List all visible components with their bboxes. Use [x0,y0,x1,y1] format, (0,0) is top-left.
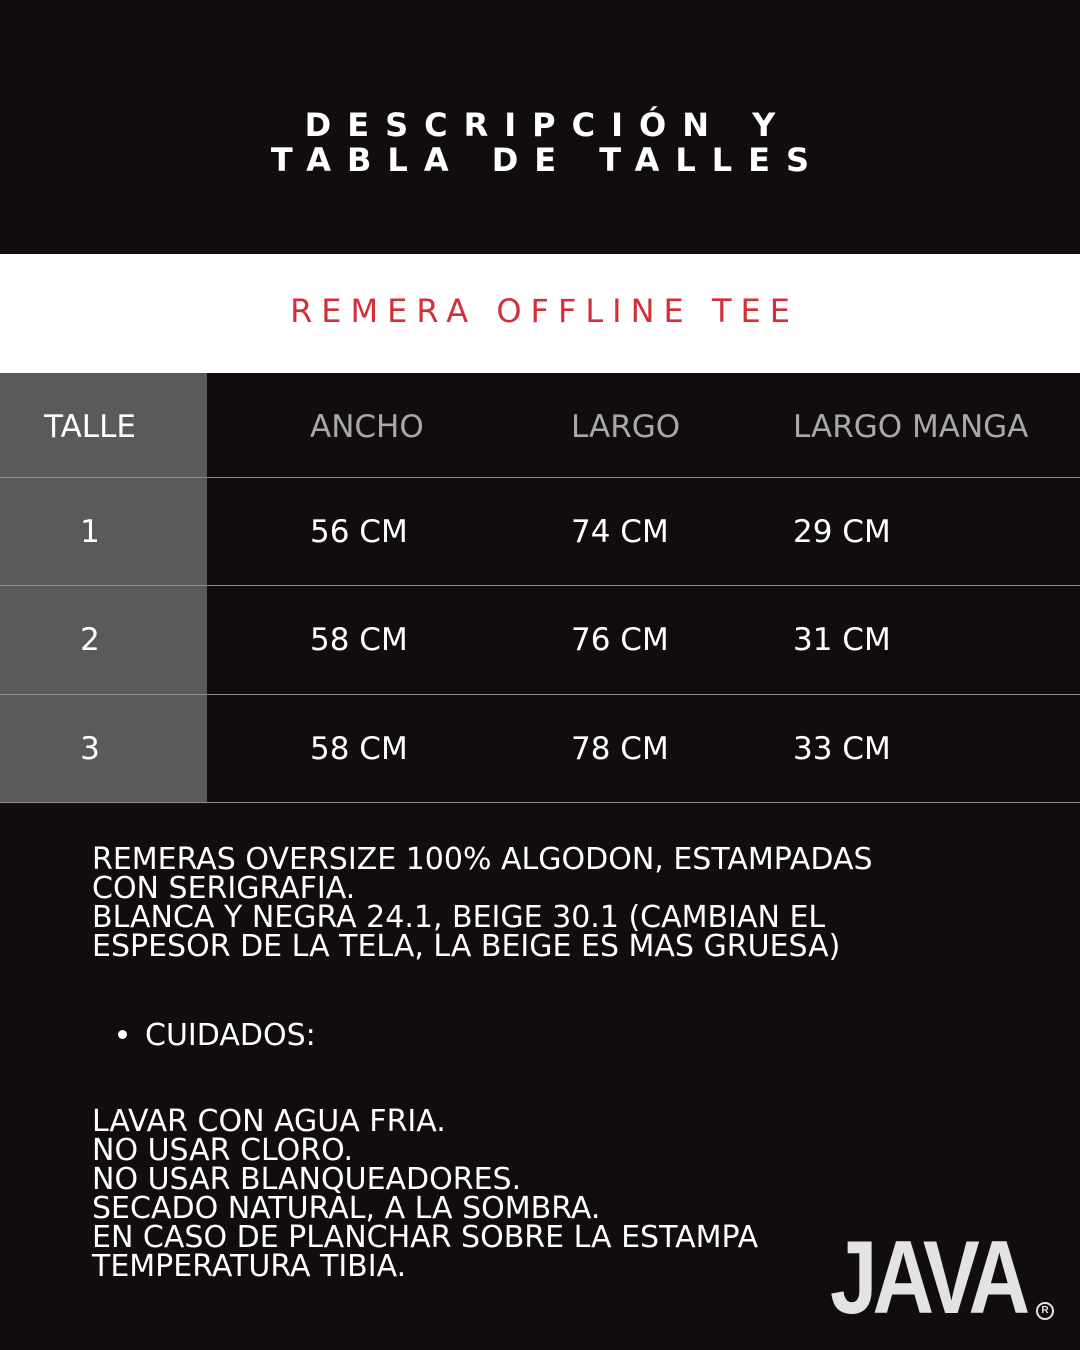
brand-logo [830,1220,1060,1336]
description-line: BLANCA Y NEGRA 24.1, BEIGE 30.1 (CAMBIAN EL [92,900,826,935]
care-line: NO USAR CLORO. [92,1133,354,1168]
description-line: CON SERIGRAFIA. [92,871,356,906]
column-header-largo-manga: LARGO MANGA [793,409,1029,445]
ancho-cell: 58 CM [310,622,408,658]
care-heading [118,1016,316,1056]
page-title-line-1: DESCRIPCIÓN Y [304,106,792,144]
largo-cell: 74 CM [571,514,669,550]
care-instructions [92,1104,759,1284]
largo-manga-cell: 33 CM [793,731,891,767]
product-description [92,842,992,964]
row-divider [0,802,1080,803]
description-line: REMERAS OVERSIZE 100% ALGODON, ESTAMPADAS [92,842,873,877]
ancho-cell: 58 CM [310,731,408,767]
brand-logo-text: JAVA [830,1220,1026,1336]
description-line: ESPESOR DE LA TELA, LA BEIGE ES MAS GRUESA) [92,929,841,964]
care-line: TEMPERATURA TIBIA. [92,1249,407,1284]
care-heading-label: CUIDADOS: [145,1018,316,1053]
registered-mark-icon: R [1036,1302,1054,1320]
column-header-ancho: ANCHO [310,409,424,445]
table-row [0,586,1080,694]
column-header-largo: LARGO [571,409,681,445]
header-band [0,0,1080,254]
largo-manga-cell: 31 CM [793,622,891,658]
column-header-talle: TALLE [44,409,136,445]
size-cell: 2 [80,622,100,658]
care-line: SECADO NATURAL, A LA SOMBRA. [92,1191,601,1226]
largo-cell: 76 CM [571,622,669,658]
care-line: EN CASO DE PLANCHAR SOBRE LA ESTAMPA [92,1220,759,1255]
largo-manga-cell: 29 CM [793,514,891,550]
table-header-row [0,373,1080,481]
size-cell: 3 [80,731,100,767]
bullet-icon [118,1030,127,1039]
page-title-line-2: TABLA DE TALLES [270,141,826,179]
care-line: LAVAR CON AGUA FRIA. [92,1104,446,1139]
table-row [0,695,1080,803]
product-name: REMERA OFFLINE TEE [290,292,799,330]
table-row [0,478,1080,586]
ancho-cell: 56 CM [310,514,408,550]
care-line: NO USAR BLANQUEADORES. [92,1162,522,1197]
size-cell: 1 [80,514,100,550]
largo-cell: 78 CM [571,731,669,767]
